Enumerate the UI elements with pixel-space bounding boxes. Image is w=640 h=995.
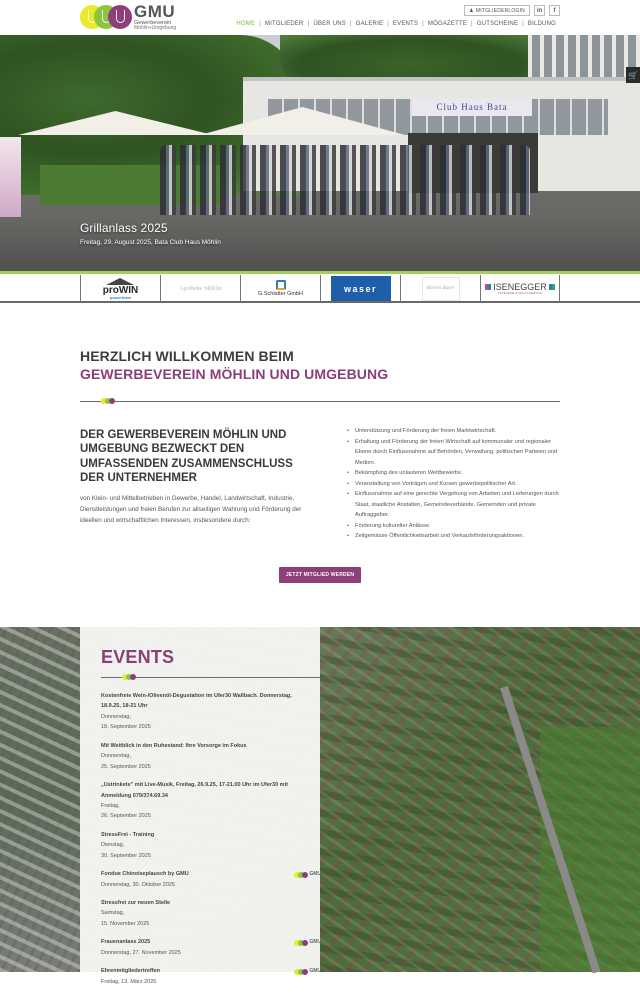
sponsor-marlen-bayer[interactable] [400, 275, 480, 302]
shopping-cart-icon[interactable]: 🛒 [626, 67, 640, 83]
welcome-heading-line1: HERZLICH WILLKOMMEN BEIM [80, 348, 294, 364]
event-item[interactable] [101, 898, 301, 929]
event-day: Freitag, [101, 802, 120, 809]
goal-item: • Zeitgemässe Öffentlichkeitsarbeit und Verkaufsförderungsaktionen. [346, 531, 561, 542]
event-item[interactable] [101, 830, 301, 861]
gmu-event-logo-icon: GMU [294, 938, 321, 948]
welcome-heading-line2: GEWERBEVEREIN MÖHLIN UND UMGEBUNG [80, 366, 389, 382]
event-day: Samstag, [101, 910, 125, 917]
event-date: 30. September 2025 [101, 852, 151, 859]
event-day: Dienstag, [101, 842, 125, 849]
sponsor-waser[interactable] [320, 275, 400, 302]
sponsor-apotheke[interactable] [160, 275, 240, 302]
goal-item: • Erhaltung und Förderung der freien Wirtschaft auf kommunaler und regionaler Ebene durch Einflussnahme auf Behörden, Verwaltung, politischen Parteien und Medien. [346, 437, 561, 469]
gmu-dots-icon [101, 398, 115, 404]
hero-subtitle: Freitag, 29. August 2025, Bata Club Haus Möhlin [80, 239, 221, 246]
hero-title: Grillanlass 2025 [80, 221, 168, 235]
gmu-event-logo-icon: GMU [294, 967, 321, 977]
nav-events[interactable]: EVENTS [392, 21, 419, 27]
mountain-icon [106, 278, 134, 285]
event-day: Donnerstag, [101, 753, 131, 760]
purpose-intro: von Klein- und Mittelbetrieben in Gewerbe, Handel, Landwirtschaft, Industrie, Dienstleistungen und freien Berufen zur allseitigen Wahrung und Förderung der ideellen und wirtschaftlichen Interessen, insbesondere durch: [80, 495, 302, 525]
sponsor-schlatter[interactable] [240, 275, 320, 302]
goal-item: • Bekämpfung des unlauteren Wettbewerbs. [346, 468, 561, 479]
goals-list [346, 426, 561, 542]
utility-bar [464, 5, 560, 16]
linkedin-icon[interactable]: in [534, 5, 545, 16]
event-title[interactable]: „Ustrinkete" mit Live-Musik, Freitag, 26.9.25, 17-21.00 Uhr im Ufer30 mit Anmeldung 079/374.69.34 [101, 782, 288, 799]
event-date: Freitag, 13. März 2026 [101, 978, 157, 985]
gmu-dots-icon [122, 674, 136, 680]
sponsor-name: waser [331, 276, 391, 301]
user-icon: ♟ [469, 7, 474, 14]
logo-line1: Gewerbeverein [134, 19, 172, 26]
main-nav [232, 21, 560, 27]
building-sign: Club Haus Bata [412, 98, 532, 116]
nav-separator: | [349, 21, 352, 27]
event-date: 15. November 2025 [101, 920, 150, 927]
event-day: Donnerstag, [101, 713, 131, 720]
sponsor-isenegger[interactable] [480, 275, 560, 302]
event-title[interactable]: Stressfrei zur neuen Stelle [101, 900, 171, 906]
nav-home[interactable]: HOME [236, 21, 256, 27]
event-title[interactable]: Frauenanlass 2025 [101, 939, 151, 946]
purpose-heading: DER GEWERBEVEREIN MÖHLIN UND UMGEBUNG BEZWECKT DEN UMFASSENDEN ZUSAMMENSCHLUSS DER UNTERNEHMER [80, 429, 293, 485]
facebook-icon[interactable]: f [549, 5, 560, 16]
nav-separator: | [307, 21, 310, 27]
aerial-photo-left [0, 627, 80, 972]
hero-slider[interactable] [0, 35, 640, 271]
event-item[interactable] [101, 869, 321, 890]
goal-item: • Förderung kultureller Anlässe. [346, 521, 561, 532]
event-title[interactable]: Mit Weitblick in den Ruhestand: Ihre Vorsorge im Fokus [101, 742, 247, 749]
nav-separator: | [387, 21, 389, 27]
goal-item: • Einflussnahme auf eine gerechte Vergebung von Arbeiten und Lieferungen durch Staat, staatliche Anstalten, Gemeindeverbände, Gemeinden und private Auftraggeber. [346, 489, 561, 521]
logo-circles-icon [80, 3, 132, 31]
site-header [0, 0, 640, 35]
event-title[interactable]: Ehrenmitgliedertreffen [101, 968, 160, 975]
hero-image-crowd [160, 145, 530, 215]
sponsor-name: G.Schlatter GmbH [258, 291, 303, 297]
events-panel [80, 627, 321, 985]
nav-gutscheine[interactable]: GUTSCHEINE [476, 21, 519, 27]
gmu-logo[interactable] [80, 3, 176, 31]
event-date: Donnerstag, 27. November 2025 [101, 949, 181, 956]
nav-separator: | [522, 21, 524, 27]
event-item[interactable] [101, 741, 301, 772]
events-list [101, 691, 321, 995]
event-title[interactable]: StressFrei - Training [101, 831, 155, 838]
isenegger-logo-icon [549, 284, 555, 290]
event-item[interactable] [101, 966, 321, 987]
hero-image-banner [0, 137, 21, 217]
nav-separator: | [422, 21, 424, 27]
sponsor-name: ISENEGGER [493, 281, 547, 292]
sponsor-sub: PAPETERIE & DRUCKSERVICE [497, 290, 543, 295]
welcome-section [0, 303, 640, 627]
sponsor-name: Apotheke Möhlin [179, 285, 222, 292]
nav-separator: | [259, 21, 261, 27]
sponsor-prowin[interactable] [80, 275, 160, 302]
events-section [0, 627, 640, 985]
nav-separator: | [471, 21, 473, 27]
logo-name: GMU [134, 1, 176, 21]
sponsor-sub: powerteam [109, 294, 132, 300]
event-item[interactable] [101, 937, 321, 958]
event-date: 26. September 2025 [101, 813, 151, 820]
events-heading: EVENTS [101, 647, 175, 667]
nav-ueber-uns[interactable]: ÜBER UNS [313, 21, 346, 27]
schlatter-logo-icon [276, 280, 286, 290]
nav-galerie[interactable]: GALERIE [355, 21, 384, 27]
event-title[interactable]: Kostenfreie Wein-/Olivenöl-Degustation im Ufer30 Wallbach. Donnerstag, 18.9.25, 18-21 Uhr [101, 693, 292, 710]
member-login-button[interactable] [464, 5, 530, 16]
nav-moegazette[interactable]: MÖGAZETTE [427, 21, 468, 27]
gmu-event-logo-icon: GMU [294, 870, 321, 880]
event-item[interactable] [101, 691, 301, 733]
isenegger-logo-icon [485, 284, 491, 290]
section-divider [80, 401, 560, 402]
member-login-label: MITGLIEDERLOGIN [475, 7, 525, 14]
goal-item: • Veranstaltung von Vorträgen und Kursen gewerbepolitischer Art. [346, 479, 561, 490]
sponsor-name: proWIN [102, 284, 139, 296]
sponsor-bar [0, 274, 640, 303]
nav-bildung[interactable]: BILDUNG [527, 21, 556, 27]
event-date: Donnerstag, 30. Oktober 2025 [101, 881, 175, 888]
event-date: 18. September 2025 [101, 724, 151, 731]
nav-mitglieder[interactable]: MITGLIEDER [264, 21, 304, 27]
logo-line2: Möhlin+Umgebung [134, 25, 177, 32]
event-title[interactable]: Fondue Chinoiseplausch by GMU [101, 871, 189, 878]
event-date: 25. September 2025 [101, 763, 151, 770]
sponsor-name: Marlen Bayer [422, 277, 460, 301]
hero-caption [80, 221, 221, 246]
goal-item: • Unterstützung und Förderung der freien Marktwirtschaft. [346, 426, 561, 437]
event-item[interactable] [101, 780, 301, 822]
become-member-button[interactable]: JETZT MITGLIED WERDEN [279, 567, 361, 583]
